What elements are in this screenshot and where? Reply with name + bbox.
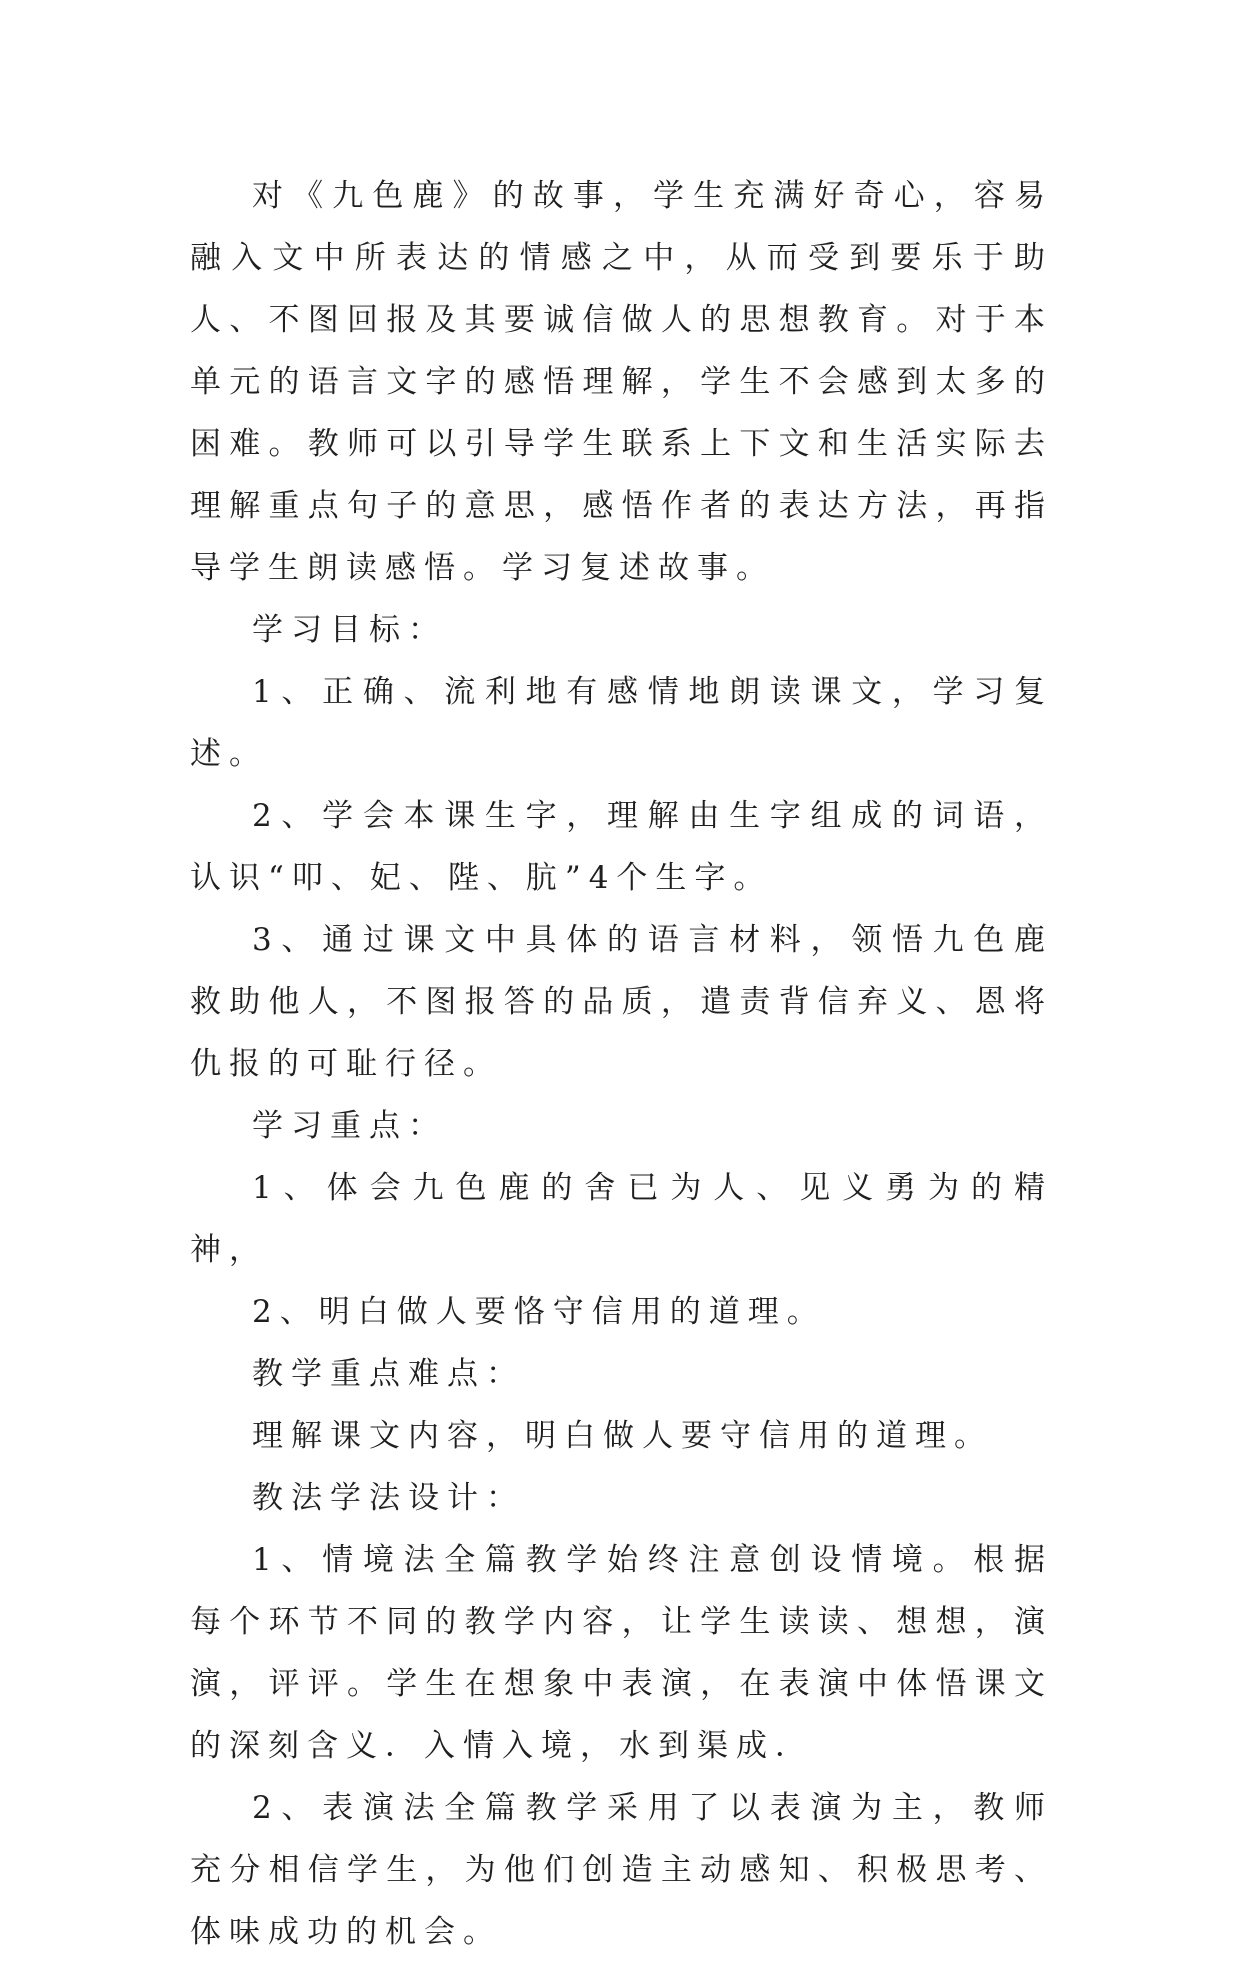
- key-point-item-1: 1、体会九色鹿的舍已为人、见义勇为的精神，: [190, 1170, 1053, 1268]
- method-item-2: 2、表演法全篇教学采用了以表演为主，教师充分相信学生，为他们创造主动感知、积极思考、体味成功的机会。: [190, 1790, 1053, 1950]
- difficulty-paragraph: 理解课文内容，明白做人要守信用的道理。: [252, 1418, 993, 1454]
- key-point-item-2: 2、明白做人要恪守信用的道理。: [252, 1294, 826, 1330]
- goal-item-2: 2、学会本课生字，理解由生字组成的词语，认识“叩、妃、陛、肮”4个生字。: [190, 798, 1053, 896]
- intro-paragraph: 对《九色鹿》的故事，学生充满好奇心，容易融入文中所表达的情感之中，从而受到要乐于助人、不图回报及其要诚信做人的思想教育。对于本单元的语言文字的感悟理解，学生不会感到太多的困难。教师可以引导学生联系上下文和生活实际去理解重点句子的意思，感悟作者的表达方法，再指导学生朗读感悟。学习复述故事。: [190, 178, 1053, 586]
- goal-item-3: 3、通过课文中具体的语言材料，领悟九色鹿救助他人，不图报答的品质，遣责背信弃义、恩将仇报的可耻行径。: [190, 922, 1053, 1082]
- section-heading-difficulties: 教学重点难点：: [252, 1356, 525, 1392]
- section-heading-learning-goals: 学习目标：: [252, 612, 447, 648]
- goal-item-1: 1、正确、流利地有感情地朗读课文，学习复述。: [190, 674, 1053, 772]
- method-item-1: 1、情境法全篇教学始终注意创设情境。根据每个环节不同的教学内容，让学生读读、想想，演演，评评。学生在想象中表演，在表演中体悟课文的深刻含义．入情入境，水到渠成．: [190, 1542, 1053, 1764]
- section-heading-methods: 教法学法设计：: [252, 1480, 525, 1516]
- section-heading-key-points: 学习重点：: [252, 1108, 447, 1144]
- document-body: [190, 165, 1053, 1963]
